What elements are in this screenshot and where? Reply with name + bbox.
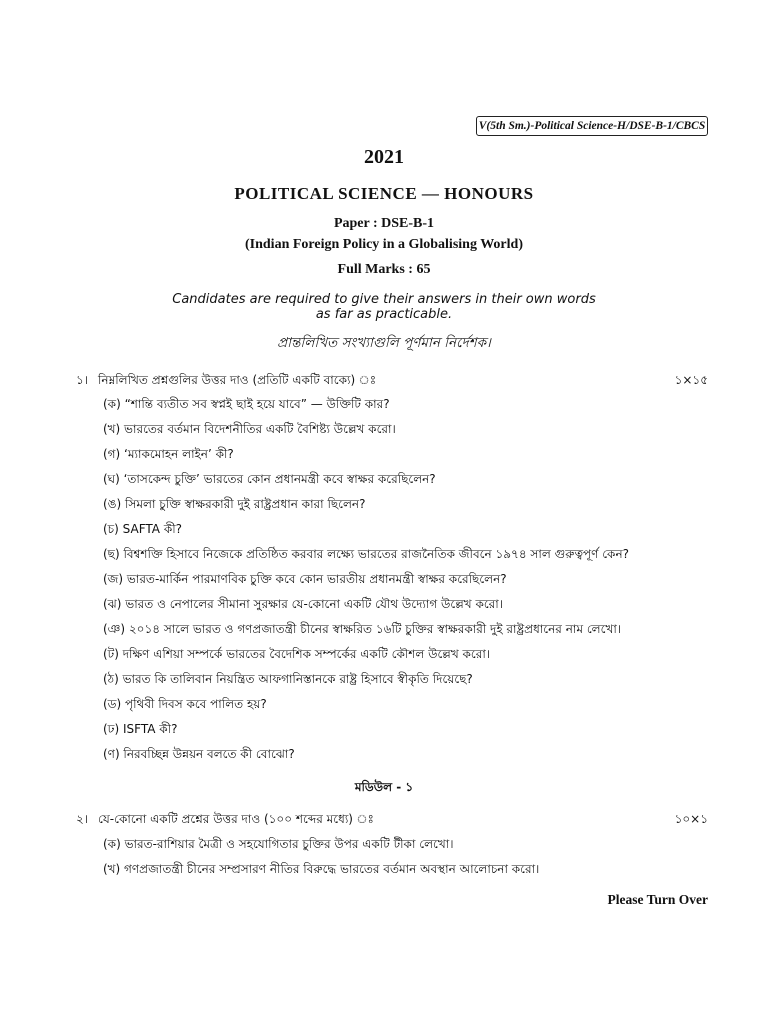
course-title: (Indian Foreign Policy in a Globalising World) (245, 237, 523, 252)
question-2-item: (খ) গণপ্রজাতন্ত্রী চীনের সম্প্রসারণ নীতির বিরুদ্ধে ভারতের বর্তমান অবস্থান আলোচনা করো। (103, 862, 540, 876)
question-2-marks: ১০×১ (674, 812, 708, 826)
question-1-marks: ১×১৫ (674, 373, 708, 387)
please-turn-over: Please Turn Over (607, 892, 708, 907)
question-1-number: ১। (76, 373, 89, 387)
question-2-item: (ক) ভারত-রাশিয়ার মৈত্রী ও সহযোগিতার চুক্তির উপর একটি টীকা লেখো। (103, 837, 454, 851)
instruction-line-1: Candidates are required to give their answers in their own words (172, 292, 596, 307)
question-1-item: (গ) ‘ম্যাকমোহন লাইন’ কী? (103, 447, 234, 461)
question-2-number: ২। (76, 812, 89, 826)
paper-code: Paper : DSE-B-1 (333, 216, 435, 231)
question-1-item: (ঘ) ‘তাসকেন্দ চুক্তি’ ভারতের কোন প্রধানমন্ত্রী কবে স্বাক্ষর করেছিলেন? (103, 472, 436, 486)
question-1-item: (ঠ) ভারত কি তালিবান নিয়ন্ত্রিত আফগানিস্তানকে রাষ্ট্র হিসাবে স্বীকৃতি দিয়েছে? (103, 672, 473, 686)
question-2-text: যে-কোনো একটি প্রশ্নের উত্তর দাও (১০০ শব্দের মধ্যে) ঃ (98, 812, 374, 826)
question-1-item: (ক) “শান্তি ব্যতীত সব স্বপ্নই ছাই হয়ে যাবে” — উক্তিটি কার? (103, 397, 390, 411)
subject-title: POLITICAL SCIENCE — HONOURS (234, 184, 534, 203)
question-1-item: (ঙ) সিমলা চুক্তি স্বাক্ষরকারী দুই রাষ্ট্রপ্রধান কারা ছিলেন? (103, 497, 366, 511)
question-1-item: (ড) পৃথিবী দিবস কবে পালিত হয়? (103, 697, 267, 711)
exam-year: 2021 (364, 146, 404, 168)
module-heading: মডিউল - ১ (354, 780, 414, 794)
question-1-item: (ঢ) ISFTA কী? (103, 722, 178, 736)
question-1-item: (ঞ) ২০১৪ সালে ভারত ও গণপ্রজাতন্ত্রী চীনের স্বাক্ষরিত ১৬টি চুক্তির স্বাক্ষরকারী দুই রাষ্ট্রপ্রধানের নাম লেখো। (103, 622, 622, 636)
question-1-item: (খ) ভারতের বর্তমান বিদেশনীতির একটি বৈশিষ্ট্য উল্লেখ করো। (103, 422, 396, 436)
question-1-item: (ণ) নিরবচ্ছিন্ন উন্নয়ন বলতে কী বোঝো? (103, 747, 295, 761)
question-1-text: নিম্নলিখিত প্রশ্নগুলির উত্তর দাও (প্রতিটি একটি বাক্যে) ঃ (98, 373, 377, 387)
bengali-instruction: প্রান্তলিখিত সংখ্যাগুলি পূর্ণমান নির্দেশক। (277, 335, 491, 351)
question-1-item: (ঝ) ভারত ও নেপালের সীমানা সুরক্ষার যে-কোনো একটি যৌথ উদ্যোগ উল্লেখ করো। (103, 597, 504, 611)
english-instructions (150, 292, 618, 322)
full-marks: Full Marks : 65 (337, 262, 431, 277)
question-1-item: (ছ) বিশ্বশক্তি হিসাবে নিজেকে প্রতিষ্ঠিত করবার লক্ষ্যে ভারতের রাজনৈতিক জীবনে ১৯৭৪ সাল গুরুত্বপূর্ণ কেন? (103, 547, 629, 561)
instruction-line-2: as far as practicable. (315, 307, 453, 322)
question-1-item: (ট) দক্ষিণ এশিয়া সম্পর্কে ভারতের বৈদেশিক সম্পর্কের একটি কৌশল উল্লেখ করো। (103, 647, 491, 661)
paper-code-box: V(5th Sm.)-Political Science-H/DSE-B-1/CBCS (476, 116, 708, 136)
question-1-item: (চ) SAFTA কী? (103, 522, 183, 536)
question-1-item: (জ) ভারত-মার্কিন পারমাণবিক চুক্তি কবে কোন ভারতীয় প্রধানমন্ত্রী স্বাক্ষর করেছিলেন? (103, 572, 507, 586)
